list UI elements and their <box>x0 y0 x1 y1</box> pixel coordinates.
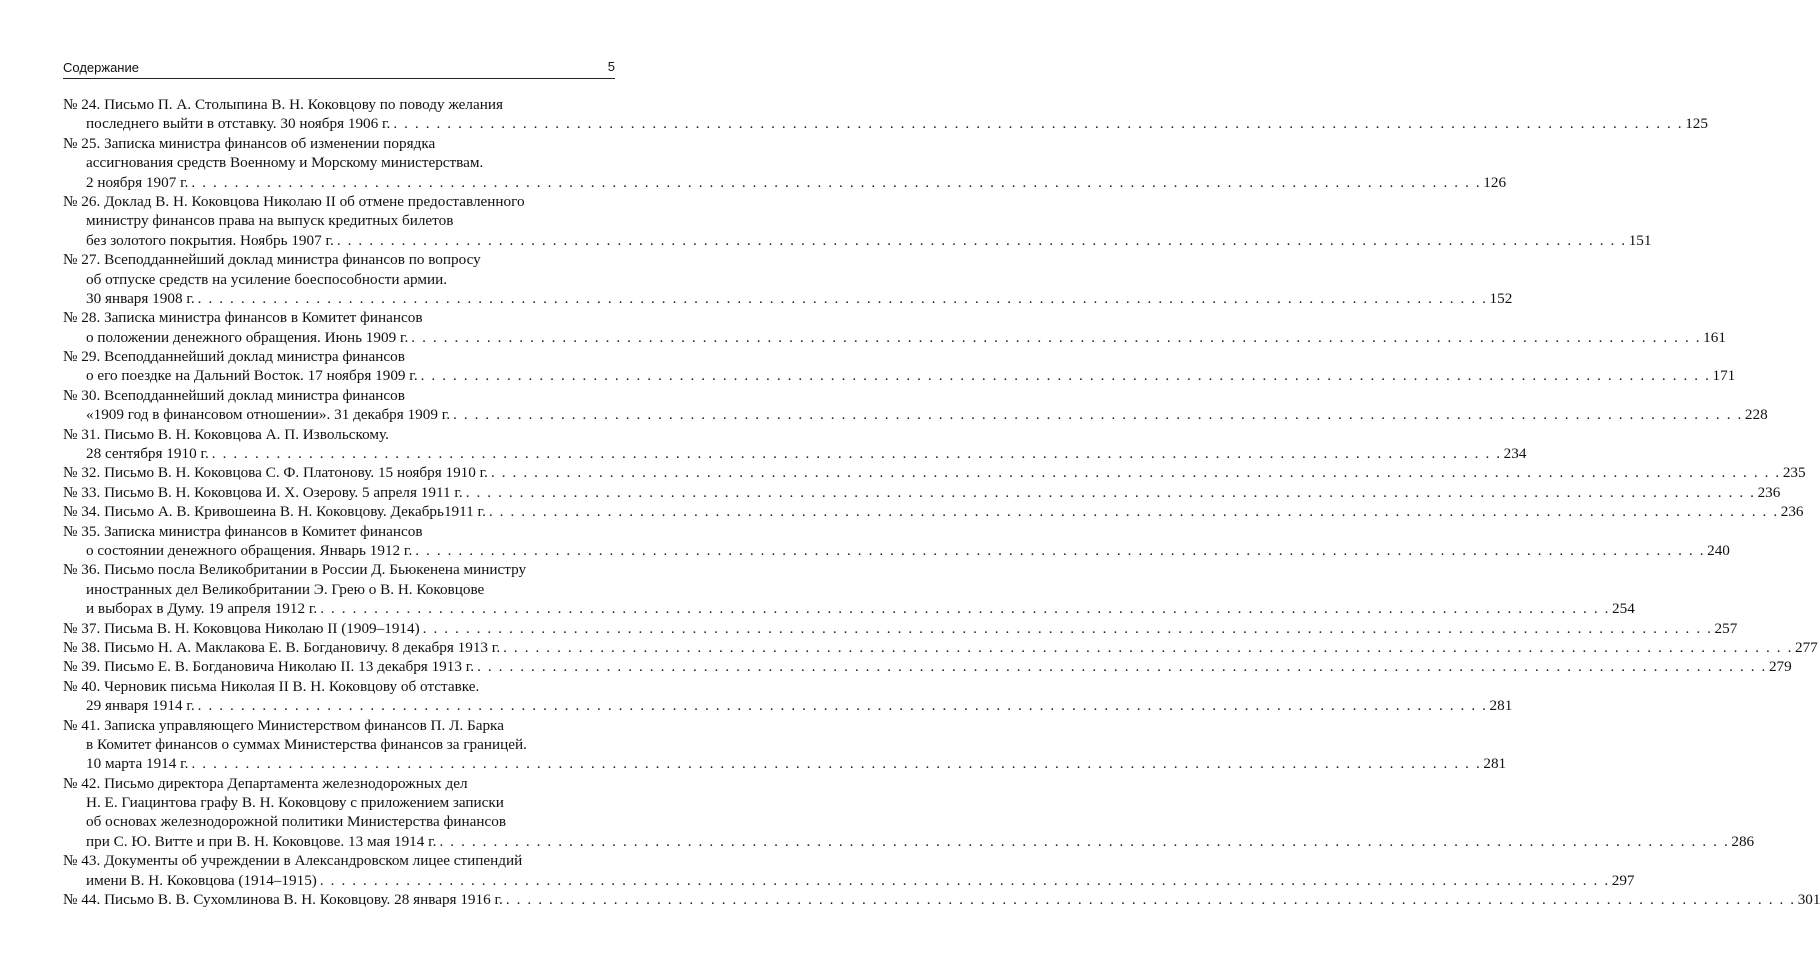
toc-entry-line <box>63 483 1781 502</box>
toc-entry <box>63 463 1806 482</box>
toc-entry <box>63 619 1738 638</box>
toc-entry-text: № 39. Письмо Е. В. Богдановича Николаю II. 13 декабря 1913 г. <box>63 658 475 676</box>
toc-page-number: 228 <box>1744 406 1768 424</box>
dot-leader: . . . . . . . . . . . . . . . . . . . . . . . . . . . . . . . . . . . . . . . . . . . . . . . . . . . . . . . . . . . . . . . . . . . . . . . . . . . . . . . . . . . . . . . . . . . . . . . . . . . . . . . . . . . . . . . . . . . . . . . . <box>420 367 1711 385</box>
toc-entry-line <box>63 405 1768 424</box>
dot-leader: . . . . . . . . . . . . . . . . . . . . . . . . . . . . . . . . . . . . . . . . . . . . . . . . . . . . . . . . . . . . . . . . . . . . . . . . . . . . . . . . . . . . . . . . . . . . . . . . . . . . . . . . . . . . . . . . . . . . . . . . <box>393 115 1684 133</box>
toc-entry-line <box>63 754 1507 773</box>
toc-entry <box>63 95 1708 134</box>
toc-entry-line <box>63 599 1635 618</box>
toc-entry <box>63 502 1804 521</box>
toc-entry-line: № 26. Доклад В. Н. Коковцова Николаю II об отмене предоставленного <box>63 192 525 210</box>
toc-entry-text: 10 марта 1914 г. <box>86 755 189 773</box>
dot-leader: . . . . . . . . . . . . . . . . . . . . . . . . . . . . . . . . . . . . . . . . . . . . . . . . . . . . . . . . . . . . . . . . . . . . . . . . . . . . . . . . . . . . . . . . . . . . . . . . . . . . . . . . . . . . . . . . . . . . . . . . <box>319 871 1610 889</box>
toc-entry <box>63 716 1507 774</box>
toc-page-number: 277 <box>1794 638 1818 656</box>
toc-page-number: 254 <box>1612 600 1635 618</box>
toc-entry <box>63 890 1820 909</box>
dot-leader: . . . . . . . . . . . . . . . . . . . . . . . . . . . . . . . . . . . . . . . . . . . . . . . . . . . . . . . . . . . . . . . . . . . . . . . . . . . . . . . . . . . . . . . . . . . . . . . . . . . . . . . . . . . . . . . . . . . . . . . . <box>415 541 1706 559</box>
toc-entry-line: ассигнования средств Военному и Морскому министерствам. <box>86 154 484 172</box>
toc-page-number: 171 <box>1712 367 1736 385</box>
toc-entry-line <box>63 657 1792 676</box>
toc-page-number: 279 <box>1768 658 1792 676</box>
toc-page-number: 234 <box>1503 445 1527 463</box>
toc-entry-text: 2 ноября 1907 г. <box>86 173 189 191</box>
toc-entry-line: министру финансов права на выпуск кредитных билетов <box>86 212 454 230</box>
toc-entry <box>63 250 1513 308</box>
dot-leader: . . . . . . . . . . . . . . . . . . . . . . . . . . . . . . . . . . . . . . . . . . . . . . . . . . . . . . . . . . . . . . . . . . . . . . . . . . . . . . . . . . . . . . . . . . . . . . . . . . . . . . . . . . . . . . . . . . . . . . . . <box>477 658 1767 676</box>
toc-page-number: 281 <box>1483 755 1507 773</box>
toc-entry <box>63 425 1527 464</box>
toc-entry-line: № 41. Записка управляющего Министерством финансов П. Л. Барка <box>63 716 504 734</box>
toc-page-number: 125 <box>1685 115 1708 133</box>
toc-entry-line <box>63 328 1726 347</box>
toc-page-number: 161 <box>1703 328 1726 346</box>
toc-entry-line <box>63 231 1652 250</box>
section-title: Содержание <box>63 60 139 75</box>
toc-page-number: 152 <box>1489 289 1513 307</box>
dot-leader: . . . . . . . . . . . . . . . . . . . . . . . . . . . . . . . . . . . . . . . . . . . . . . . . . . . . . . . . . . . . . . . . . . . . . . . . . . . . . . . . . . . . . . . . . . . . . . . . . . . . . . . . . . . . . . . . . . . . . . . . <box>422 619 1713 637</box>
toc-page-number: 126 <box>1483 173 1507 191</box>
toc-page-number: 257 <box>1714 619 1738 637</box>
toc-entry-line: № 35. Записка министра финансов в Комитет финансов <box>63 522 423 540</box>
toc-entry-text: без золотого покрытия. Ноябрь 1907 г. <box>86 231 334 249</box>
dot-leader: . . . . . . . . . . . . . . . . . . . . . . . . . . . . . . . . . . . . . . . . . . . . . . . . . . . . . . . . . . . . . . . . . . . . . . . . . . . . . . . . . . . . . . . . . . . . . . . . . . . . . . . . . . . . . . . . . . . . . . . . <box>453 406 1743 424</box>
toc-entry-line: № 25. Записка министра финансов об изменении порядка <box>63 134 436 152</box>
toc-page-number: 236 <box>1780 503 1804 521</box>
dot-leader: . . . . . . . . . . . . . . . . . . . . . . . . . . . . . . . . . . . . . . . . . . . . . . . . . . . . . . . . . . . . . . . . . . . . . . . . . . . . . . . . . . . . . . . . . . . . . . . . . . . . . . . . . . . . . . . . . . . . . . . . <box>197 289 1488 307</box>
toc-entry-line: № 29. Всеподданнейший доклад министра финансов <box>63 348 405 366</box>
toc-entry-line: № 28. Записка министра финансов в Комитет финансов <box>63 309 423 327</box>
toc-entry-line <box>63 832 1755 851</box>
toc-entry-text: о его поездке на Дальний Восток. 17 ноября 1909 г. <box>86 367 418 385</box>
toc-entry-line <box>63 366 1736 385</box>
toc-entry-line: № 24. Письмо П. А. Столыпина В. Н. Коковцову по поводу желания <box>63 96 503 113</box>
dot-leader: . . . . . . . . . . . . . . . . . . . . . . . . . . . . . . . . . . . . . . . . . . . . . . . . . . . . . . . . . . . . . . . . . . . . . . . . . . . . . . . . . . . . . . . . . . . . . . . . . . . . . . . . . . . . . . . . . . . . . . . . <box>411 328 1702 346</box>
toc-entry-line <box>63 638 1818 657</box>
toc-page-number: 286 <box>1731 832 1755 850</box>
toc-page-number: 236 <box>1757 483 1781 501</box>
toc-entry-text: при С. Ю. Витте и при В. Н. Коковцове. 13 мая 1914 г. <box>86 832 437 850</box>
toc-entry-text: № 32. Письмо В. Н. Коковцова С. Ф. Платонову. 15 ноября 1910 г. <box>63 464 488 482</box>
toc-entry-line: об основах железнодорожной политики Министерства финансов <box>86 813 506 831</box>
toc-entry-line <box>63 463 1806 482</box>
dot-leader: . . . . . . . . . . . . . . . . . . . . . . . . . . . . . . . . . . . . . . . . . . . . . . . . . . . . . . . . . . . . . . . . . . . . . . . . . . . . . . . . . . . . . . . . . . . . . . . . . . . . . . . . . . . . . . . . . . . . . . . . <box>191 173 1482 191</box>
toc-page-number: 240 <box>1707 541 1730 559</box>
running-header <box>63 58 615 79</box>
dot-leader: . . . . . . . . . . . . . . . . . . . . . . . . . . . . . . . . . . . . . . . . . . . . . . . . . . . . . . . . . . . . . . . . . . . . . . . . . . . . . . . . . . . . . . . . . . . . . . . . . . . . . . . . . . . . . . . . . . . . . . . . <box>505 891 1796 909</box>
toc-entry-line <box>63 871 1635 890</box>
toc-entry <box>63 386 1768 425</box>
toc-entry-line: № 40. Черновик письма Николая II В. Н. Коковцову об отставке. <box>63 677 480 695</box>
toc-entry-line <box>63 444 1527 463</box>
toc-entry-line <box>63 619 1738 638</box>
toc-entry-text: имени В. Н. Коковцова (1914–1915) <box>86 871 317 889</box>
toc-entry-line: иностранных дел Великобритании Э. Грею о В. Н. Коковцове <box>86 580 485 598</box>
toc-entry-text: № 33. Письмо В. Н. Коковцова И. Х. Озерову. 5 апреля 1911 г. <box>63 483 463 501</box>
toc-page-number: 235 <box>1782 464 1806 482</box>
toc-entry-line <box>63 696 1513 715</box>
toc-entry <box>63 657 1792 676</box>
toc-entry <box>63 677 1513 716</box>
toc-entry <box>63 134 1507 192</box>
toc-entry-text: 28 сентября 1910 г. <box>86 445 209 463</box>
dot-leader: . . . . . . . . . . . . . . . . . . . . . . . . . . . . . . . . . . . . . . . . . . . . . . . . . . . . . . . . . . . . . . . . . . . . . . . . . . . . . . . . . . . . . . . . . . . . . . . . . . . . . . . . . . . . . . . . . . . . . . . . <box>503 638 1793 656</box>
dot-leader: . . . . . . . . . . . . . . . . . . . . . . . . . . . . . . . . . . . . . . . . . . . . . . . . . . . . . . . . . . . . . . . . . . . . . . . . . . . . . . . . . . . . . . . . . . . . . . . . . . . . . . . . . . . . . . . . . . . . . . . . <box>191 755 1482 773</box>
toc-entry <box>63 638 1818 657</box>
toc-entry-line: № 30. Всеподданнейший доклад министра финансов <box>63 386 405 404</box>
toc-entry-line: Н. Е. Гиацинтова графу В. Н. Коковцову с приложением записки <box>86 794 504 812</box>
dot-leader: . . . . . . . . . . . . . . . . . . . . . . . . . . . . . . . . . . . . . . . . . . . . . . . . . . . . . . . . . . . . . . . . . . . . . . . . . . . . . . . . . . . . . . . . . . . . . . . . . . . . . . . . . . . . . . . . . . . . . . . . <box>336 231 1627 249</box>
dot-leader: . . . . . . . . . . . . . . . . . . . . . . . . . . . . . . . . . . . . . . . . . . . . . . . . . . . . . . . . . . . . . . . . . . . . . . . . . . . . . . . . . . . . . . . . . . . . . . . . . . . . . . . . . . . . . . . . . . . . . . . . <box>320 600 1611 618</box>
toc-entry <box>63 774 1755 852</box>
page-number: 5 <box>607 59 615 74</box>
dot-leader: . . . . . . . . . . . . . . . . . . . . . . . . . . . . . . . . . . . . . . . . . . . . . . . . . . . . . . . . . . . . . . . . . . . . . . . . . . . . . . . . . . . . . . . . . . . . . . . . . . . . . . . . . . . . . . . . . . . . . . . . <box>197 697 1488 715</box>
toc-entry-line: № 42. Письмо директора Департамента железнодорожных дел <box>63 774 468 792</box>
toc-page-number: 281 <box>1489 697 1513 715</box>
toc-entry-line: № 43. Документы об учреждении в Александровском лицее стипендий <box>63 852 523 870</box>
toc-entry-text: 29 января 1914 г. <box>86 697 195 715</box>
toc-entry-text: № 38. Письмо Н. А. Маклакова Е. В. Богдановичу. 8 декабря 1913 г. <box>63 638 501 656</box>
toc-entry-text: № 34. Письмо А. В. Кривошеина В. Н. Коковцову. Декабрь1911 г. <box>63 503 486 521</box>
toc-entry-line: № 27. Всеподданнейший доклад министра финансов по вопросу <box>63 251 481 269</box>
toc-entry-line <box>63 173 1507 192</box>
toc-entry <box>63 522 1730 561</box>
dot-leader: . . . . . . . . . . . . . . . . . . . . . . . . . . . . . . . . . . . . . . . . . . . . . . . . . . . . . . . . . . . . . . . . . . . . . . . . . . . . . . . . . . . . . . . . . . . . . . . . . . . . . . . . . . . . . . . . . . . . . . . . <box>490 464 1781 482</box>
dot-leader: . . . . . . . . . . . . . . . . . . . . . . . . . . . . . . . . . . . . . . . . . . . . . . . . . . . . . . . . . . . . . . . . . . . . . . . . . . . . . . . . . . . . . . . . . . . . . . . . . . . . . . . . . . . . . . . . . . . . . . . . <box>211 445 1502 463</box>
toc-entry-line <box>63 541 1730 560</box>
toc-entry-text: № 37. Письма В. Н. Коковцова Николаю II (1909–1914) <box>63 619 420 637</box>
toc-entry <box>63 308 1726 347</box>
toc-entry-text: «1909 год в финансовом отношении». 31 декабря 1909 г. <box>86 406 451 424</box>
toc-entry-text: 30 января 1908 г. <box>86 289 195 307</box>
toc-page-number: 301 <box>1797 891 1820 909</box>
toc-entry-text: о положении денежного обращения. Июнь 1909 г. <box>86 328 409 346</box>
toc-entry-line: об отпуске средств на усиление боеспособности армии. <box>86 270 448 288</box>
toc-entry-line: № 36. Письмо посла Великобритании в России Д. Бьюкенена министру <box>63 561 527 579</box>
toc-entry <box>63 560 1635 618</box>
toc-page-number: 297 <box>1611 871 1635 889</box>
toc-entry-line <box>63 890 1820 909</box>
table-of-contents <box>63 95 1820 909</box>
toc-entry-text: последнего выйти в отставку. 30 ноября 1906 г. <box>86 115 391 133</box>
toc-entry <box>63 347 1736 386</box>
toc-entry-line <box>63 289 1513 308</box>
toc-entry-line: в Комитет финансов о суммах Министерства финансов за границей. <box>86 735 527 753</box>
toc-entry-line <box>63 114 1708 133</box>
toc-entry-text: о состоянии денежного обращения. Январь 1912 г. <box>86 541 413 559</box>
toc-entry-line: № 31. Письмо В. Н. Коковцова А. П. Извольскому. <box>63 425 389 443</box>
dot-leader: . . . . . . . . . . . . . . . . . . . . . . . . . . . . . . . . . . . . . . . . . . . . . . . . . . . . . . . . . . . . . . . . . . . . . . . . . . . . . . . . . . . . . . . . . . . . . . . . . . . . . . . . . . . . . . . . . . . . . . . . <box>439 832 1730 850</box>
toc-page-number: 151 <box>1628 231 1652 249</box>
toc-entry <box>63 851 1635 890</box>
dot-leader: . . . . . . . . . . . . . . . . . . . . . . . . . . . . . . . . . . . . . . . . . . . . . . . . . . . . . . . . . . . . . . . . . . . . . . . . . . . . . . . . . . . . . . . . . . . . . . . . . . . . . . . . . . . . . . . . . . . . . . . . <box>465 483 1756 501</box>
toc-entry-text: № 44. Письмо В. В. Сухомлинова В. Н. Коковцову. 28 января 1916 г. <box>63 891 503 909</box>
toc-entry-line <box>63 502 1804 521</box>
toc-entry-text: и выборах в Думу. 19 апреля 1912 г. <box>86 600 318 618</box>
toc-entry <box>63 483 1781 502</box>
toc-entry <box>63 192 1652 250</box>
dot-leader: . . . . . . . . . . . . . . . . . . . . . . . . . . . . . . . . . . . . . . . . . . . . . . . . . . . . . . . . . . . . . . . . . . . . . . . . . . . . . . . . . . . . . . . . . . . . . . . . . . . . . . . . . . . . . . . . . . . . . . . . <box>488 503 1779 521</box>
